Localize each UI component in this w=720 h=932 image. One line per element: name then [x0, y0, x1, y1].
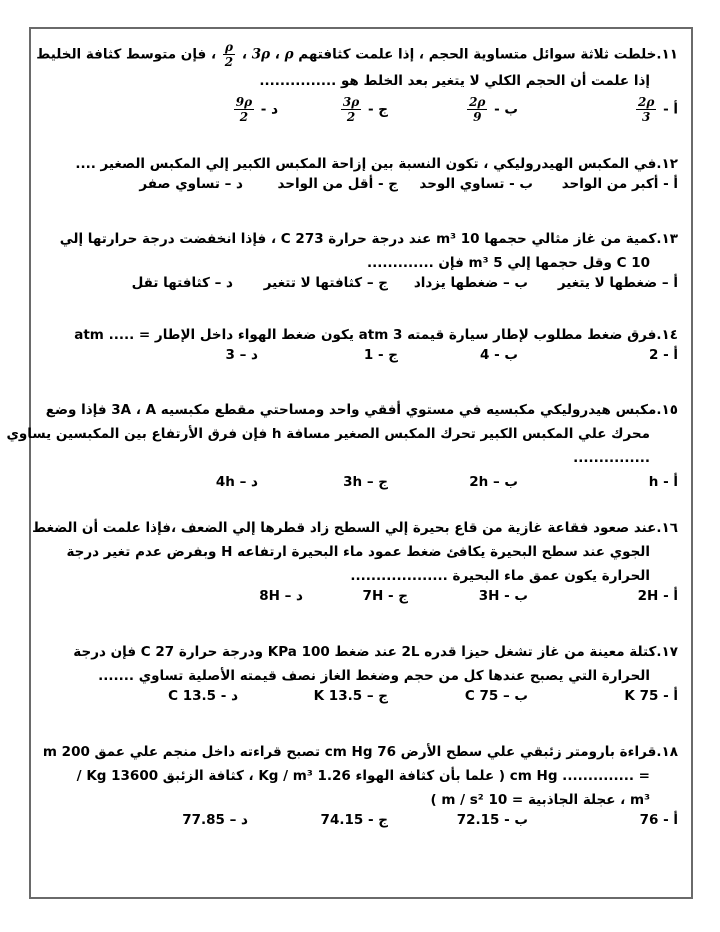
options-row	[44, 93, 678, 129]
option-c[interactable]: ج – 13.5 K	[313, 688, 388, 704]
question-15	[6, 398, 678, 500]
option-d[interactable]: د – 8H	[259, 588, 303, 604]
option-d[interactable]: د – تساوي صفر	[139, 176, 243, 192]
option-b[interactable]: ب - تساوي الوحد	[419, 176, 533, 192]
option-b[interactable]: ب – 2h	[469, 474, 518, 490]
option-a[interactable]: أ - h	[648, 474, 678, 490]
question-14	[44, 323, 678, 373]
question-number: ١٤.	[656, 327, 678, 343]
option-c[interactable]: ج – 3h	[343, 474, 388, 490]
question-line: محرك علي المكبس الكبير تحرك المكبس الصغير مسافة h فإن فرق الأرتفاع بين المكبسين يساوي	[6, 426, 650, 442]
question-line: ١٢.في المكبس الهيدروليكي ، تكون النسبة بين إزاحة المكبس الكبير إلي المكبس الصغير ....	[75, 156, 678, 172]
option-b[interactable]: ب - 4	[480, 347, 518, 363]
options-row	[44, 588, 678, 614]
question-16	[32, 516, 678, 614]
question-line: الحرارة يكون عمق ماء البحيرة ...................	[350, 568, 650, 584]
option-d[interactable]: د – 3	[225, 347, 258, 363]
question-line: ١١.خلطت ثلاثة سوائل متساوية الحجم ، إذا علمت كثافتهم 3ρ ، ρ ، $\frac{\rho}{2}$ ، فإن متوسط كثافة الخليط	[36, 40, 678, 69]
question-line: الجوي عند سطح البحيرة يكافئ ضغط عمود ماء البحيرة ارتفاعه H وبفرض عدم تغير درجة	[66, 544, 650, 560]
question-number: ١٧.	[656, 644, 678, 660]
question-line: ١٤.فرق ضغط مطلوب لإطار سيارة قيمته 3 atm يكون ضغط الهواء داخل الإطار = ..... atm	[74, 327, 678, 343]
question-13	[44, 227, 678, 301]
option-b[interactable]: ب - 3H	[478, 588, 528, 604]
question-number: ١٦.	[656, 520, 678, 536]
question-line: الحرارة التي يصبح عندها كل من حجم وضغط الغاز نصف قيمته الأصلية تساوي .......	[98, 668, 650, 684]
option-b[interactable]: ب - 72.15	[456, 812, 528, 828]
options-row	[44, 347, 678, 373]
question-line: ١٣.كمية من غاز مثالي حجمها 10 m³ عند درجة حرارة 273 C ، فإذا انخفضت درجة حرارتها إلي	[59, 231, 678, 247]
question-line: 10 C وقل حجمها إلي 5 m³ فإن .............	[367, 255, 650, 271]
question-17	[44, 640, 678, 714]
option-d[interactable]: د – كثافتها تقل	[131, 275, 233, 291]
option-a[interactable]: أ - $\frac{2\rho}{3}$	[638, 95, 678, 124]
question-line: ١٥.مكبس هيدروليكي مكبسيه في مستوي أفقي واحد ومساحتي مقطع مكبسيه 3A ، A فإذا وضع	[45, 402, 678, 418]
question-number: ١٨.	[656, 744, 678, 760]
fraction: $\frac{\rho}{2}$	[224, 40, 234, 69]
option-a[interactable]: أ - 76	[639, 812, 678, 828]
question-number: ١٣.	[656, 231, 678, 247]
options-row	[44, 275, 678, 301]
option-c[interactable]: ج - 7H	[362, 588, 408, 604]
option-d[interactable]: د - $\frac{9\rho}{2}$	[235, 95, 278, 124]
question-line: ١٦.عند صعود فقاعة غازية من قاع بحيرة إلي السطح زاد قطرها إلي الضعف ،فإذا علمت أن الضغط	[32, 520, 678, 536]
question-line: ١٧.كتلة معينة من غاز تشغل حيزا قدره 2L عند ضغط 100 KPa ودرجة حرارة 27 C فإن درجة	[73, 644, 678, 660]
option-d[interactable]: د – 77.85	[182, 812, 248, 828]
option-b[interactable]: ب – ضغطها يزداد	[413, 275, 528, 291]
question-number: ١١.	[656, 46, 678, 63]
options-row	[44, 688, 678, 714]
question-18	[44, 740, 678, 838]
question-number: ١٢.	[656, 156, 678, 172]
option-a[interactable]: أ – ضغطها لا يتغير	[557, 275, 678, 291]
option-c[interactable]: ج - $\frac{3\rho}{2}$	[342, 95, 388, 124]
options-row	[44, 812, 678, 838]
question-line: ...............	[573, 450, 650, 466]
option-a[interactable]: أ - 2	[648, 347, 678, 363]
option-a[interactable]: أ - أكبر من الواحد	[561, 176, 678, 192]
question-11	[36, 40, 678, 129]
option-c[interactable]: ج - 74.15	[320, 812, 388, 828]
question-12	[44, 152, 678, 202]
options-row	[44, 474, 678, 500]
option-c[interactable]: ج - 1	[363, 347, 398, 363]
option-c[interactable]: ج – كثافتها لا تتغير	[263, 275, 388, 291]
question-number: ١٥.	[656, 402, 678, 418]
option-d[interactable]: د – 4h	[215, 474, 258, 490]
option-a[interactable]: أ - 2H	[637, 588, 678, 604]
option-b[interactable]: ب – 75 C	[464, 688, 528, 704]
question-line: = .............. cm Hg ( علما بأن كثافة الهواء 1.26 Kg / m³ ، كثافة الزئبق 13600 Kg /	[76, 768, 650, 784]
option-d[interactable]: د - 13.5 C	[168, 688, 238, 704]
option-b[interactable]: ب - $\frac{2\rho}{9}$	[469, 95, 518, 124]
question-line: إذا علمت أن الحجم الكلي لا يتغير بعد الخلط هو ...............	[259, 73, 650, 89]
question-line: m³ ، عجلة الجاذبية = 10 m / s² )	[430, 792, 650, 808]
options-row	[44, 176, 678, 202]
option-a[interactable]: أ - 75 K	[624, 688, 678, 704]
question-line: ١٨.قراءة بارومتر زئبقي علي سطح الأرض 76 cm Hg تصبح قراءته داخل منجم علي عمق 200 m	[42, 744, 678, 760]
option-c[interactable]: ج - أقل من الواحد	[277, 176, 398, 192]
